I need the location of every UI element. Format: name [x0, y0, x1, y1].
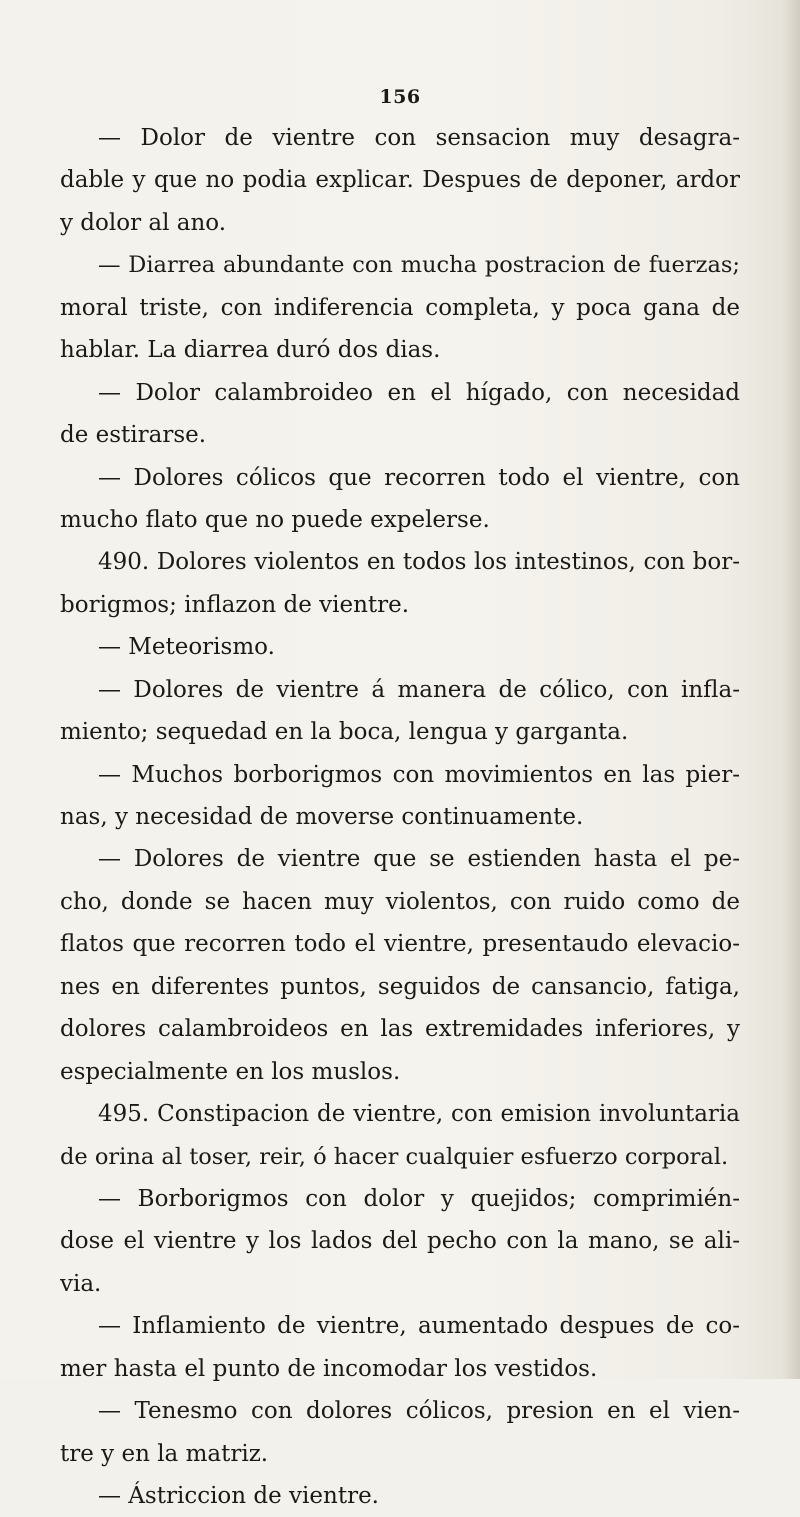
text-line: flatos que recorren todo el vientre, presentaudo elevacio-: [60, 931, 740, 958]
text-line: 495. Constipacion de vientre, con emision involuntaria: [98, 1101, 740, 1128]
text-line: — Tenesmo con dolores cólicos, presion en el vien-: [98, 1398, 740, 1425]
text-line: cho, donde se hacen muy violentos, con ruido como de: [60, 888, 740, 915]
text-line: — Dolores de vientre que se estienden hasta el pe-: [98, 846, 740, 873]
text-line: — Dolor calambroideo en el hígado, con necesidad: [98, 379, 740, 406]
text-line: dable y que no podia explicar. Despues de deponer, ardor: [60, 167, 740, 194]
body-text: [60, 117, 740, 1517]
text-line: nas, y necesidad de moverse continuamente.: [60, 804, 584, 830]
text-line: — Dolores de vientre á manera de cólico, con infla-: [98, 676, 740, 703]
text-line: nes en diferentes puntos, seguidos de cansancio, fatiga,: [60, 973, 740, 1000]
text-line: mucho flato que no puede expelerse.: [60, 506, 490, 533]
page-number: 156: [379, 86, 421, 108]
text-line: — Muchos borborigmos con movimientos en las pier-: [98, 761, 740, 788]
text-line: 490. Dolores violentos en todos los intestinos, con bor-: [98, 549, 740, 576]
text-line: — Dolor de vientre con sensacion muy desagra-: [98, 125, 740, 151]
text-line: de orina al toser, reir, ó hacer cualquier esfuerzo corporal.: [60, 1143, 729, 1170]
page-edge-shadow: [782, 0, 800, 1379]
text-line: miento; sequedad en la boca, lengua y garganta.: [60, 719, 629, 746]
text-line: mer hasta el punto de incomodar los vestidos.: [60, 1355, 598, 1382]
text-line: — Inflamiento de vientre, aumentado despues de co-: [98, 1313, 740, 1340]
text-line: — Meteorismo.: [98, 634, 275, 661]
text-line: tre y en la matriz.: [60, 1440, 269, 1467]
text-line: — Ástriccion de vientre.: [98, 1483, 379, 1509]
text-line: y dolor al ano.: [60, 209, 227, 236]
text-line: — Diarrea abundante con mucha postracion de fuerzas;: [98, 252, 740, 279]
text-line: — Borborigmos con dolor y quejidos; comprimién-: [98, 1185, 740, 1212]
text-line: moral triste, con indiferencia completa, y poca gana de: [60, 294, 740, 321]
text-line: de estirarse.: [60, 422, 207, 449]
text-line: via.: [60, 1270, 102, 1297]
text-line: hablar. La diarrea duró dos dias.: [60, 337, 441, 364]
text-line: especialmente en los muslos.: [60, 1058, 401, 1085]
text-line: — Dolores cólicos que recorren todo el vientre, con: [98, 464, 740, 491]
text-line: dolores calambroideos en las extremidades inferiores, y: [60, 1016, 740, 1043]
text-line: dose el vientre y los lados del pecho con la mano, se ali-: [60, 1228, 740, 1255]
text-line: borigmos; inflazon de vientre.: [60, 591, 410, 618]
